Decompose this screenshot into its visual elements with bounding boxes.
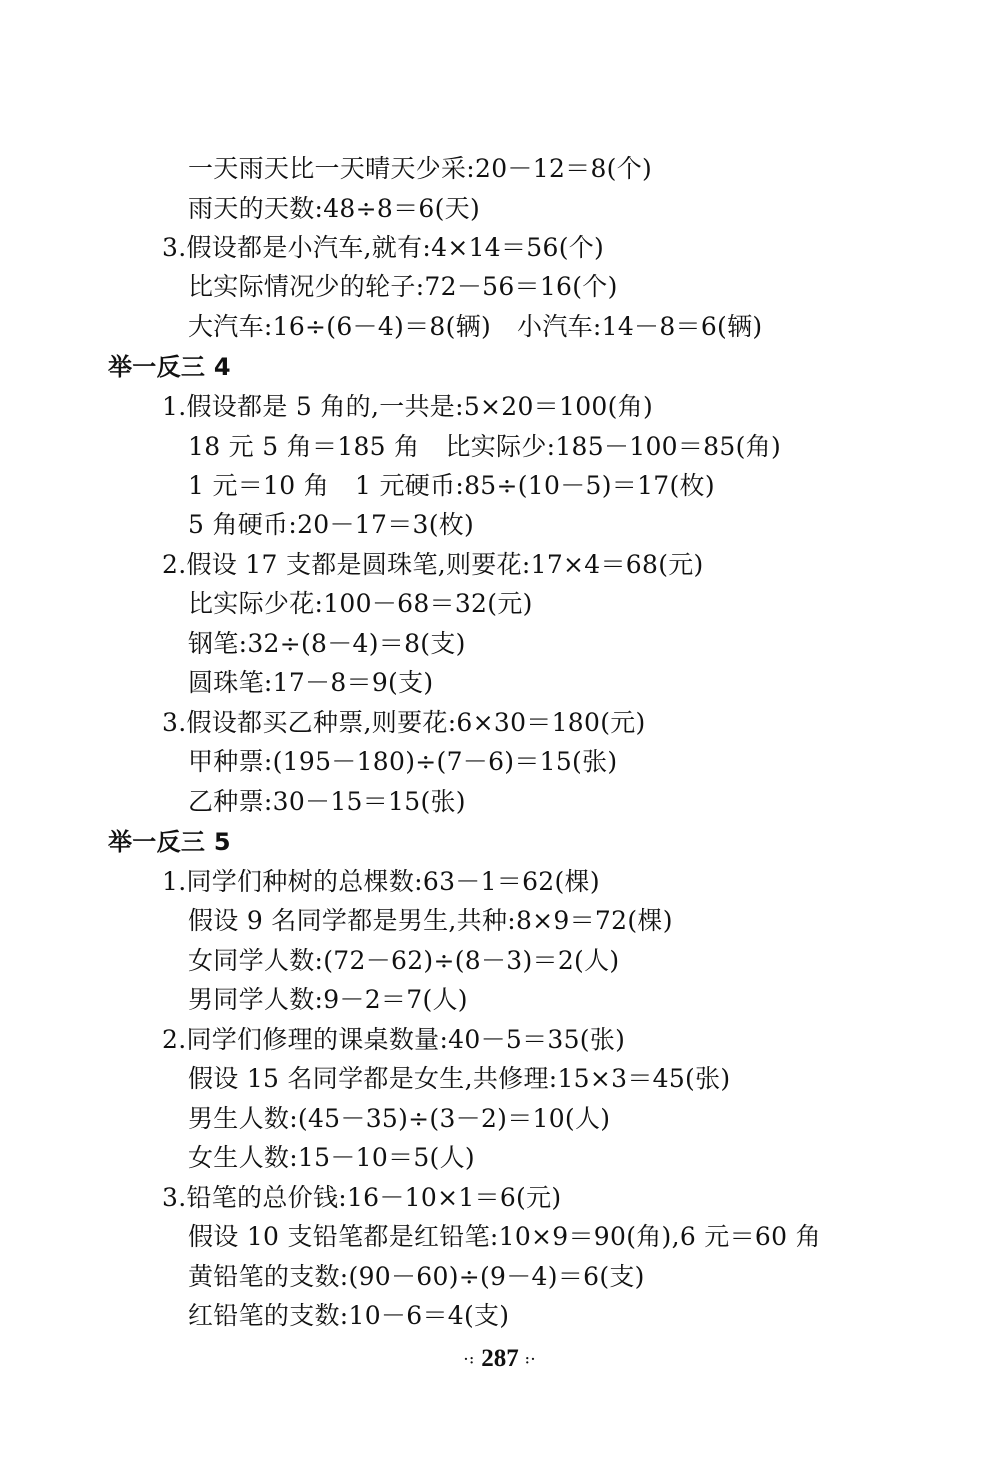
text-line: 乙种票:30－15＝15(张): [188, 787, 466, 816]
text-line: 圆珠笔:17－8＝9(支): [188, 668, 434, 697]
text-line: 3.铅笔的总价钱:16－10×1＝6(元): [162, 1183, 562, 1212]
text-line: 2.假设 17 支都是圆珠笔,则要花:17×4＝68(元): [162, 550, 704, 579]
text-line: 3.假设都买乙种票,则要花:6×30＝180(元): [162, 708, 646, 737]
text-line: 假设 10 支铅笔都是红铅笔:10×9＝90(角),6 元＝60 角: [188, 1222, 821, 1251]
text-line: 5 角硬币:20－17＝3(枚): [188, 510, 475, 539]
text-line: 2.同学们修理的课桌数量:40－5＝35(张): [162, 1025, 626, 1054]
text-line: 雨天的天数:48÷8＝6(天): [188, 194, 481, 223]
text-segment: 1 元硬币:85÷(10－5)＝17(枚): [355, 471, 715, 500]
text-segment: 小汽车:14－8＝6(辆): [517, 312, 763, 341]
text-line: 红铅笔的支数:10－6＝4(支): [188, 1301, 510, 1330]
text-line: 甲种票:(195－180)÷(7－6)＝15(张): [188, 747, 618, 776]
dot-ornament-icon: ·:: [463, 1352, 475, 1368]
text-segment: 大汽车:16÷(6－4)＝8(辆): [188, 312, 492, 341]
page-number: [0, 1345, 1000, 1373]
text-segment: 比实际少:185－100＝85(角): [445, 432, 781, 461]
text-line: 一天雨天比一天晴天少采:20－12＝8(个): [188, 154, 653, 183]
text-line: 假设 15 名同学都是女生,共修理:15×3＝45(张): [188, 1064, 731, 1093]
text-line: 1.假设都是 5 角的,一共是:5×20＝100(角): [162, 392, 654, 421]
text-line: 男生人数:(45－35)÷(3－2)＝10(人): [188, 1104, 611, 1133]
text-line: [188, 466, 715, 506]
text-line: 1.同学们种树的总棵数:63－1＝62(棵): [162, 867, 600, 896]
text-line: 3.假设都是小汽车,就有:4×14＝56(个): [162, 233, 605, 262]
text-line: 女生人数:15－10＝5(人): [188, 1143, 475, 1172]
text-line: [188, 427, 781, 467]
text-line: 钢笔:32÷(8－4)＝8(支): [188, 629, 466, 658]
text-line: 女同学人数:(72－62)÷(8－3)＝2(人): [188, 946, 620, 975]
section-heading: 举一反三 5: [108, 828, 231, 856]
text-line: 黄铅笔的支数:(90－60)÷(9－4)＝6(支): [188, 1262, 645, 1291]
section-heading: 举一反三 4: [108, 353, 231, 381]
text-line: 比实际少花:100－68＝32(元): [188, 589, 533, 618]
text-line: 男同学人数:9－2＝7(人): [188, 985, 468, 1014]
text-line: 假设 9 名同学都是男生,共种:8×9＝72(棵): [188, 906, 673, 935]
page-number-text: 287: [481, 1345, 519, 1372]
text-segment: 1 元＝10 角: [188, 471, 330, 500]
text-segment: 18 元 5 角＝185 角: [188, 432, 420, 461]
text-line: 比实际情况少的轮子:72－56＝16(个): [188, 272, 618, 301]
dot-ornament-icon: :·: [525, 1352, 537, 1368]
text-line: [188, 307, 762, 347]
